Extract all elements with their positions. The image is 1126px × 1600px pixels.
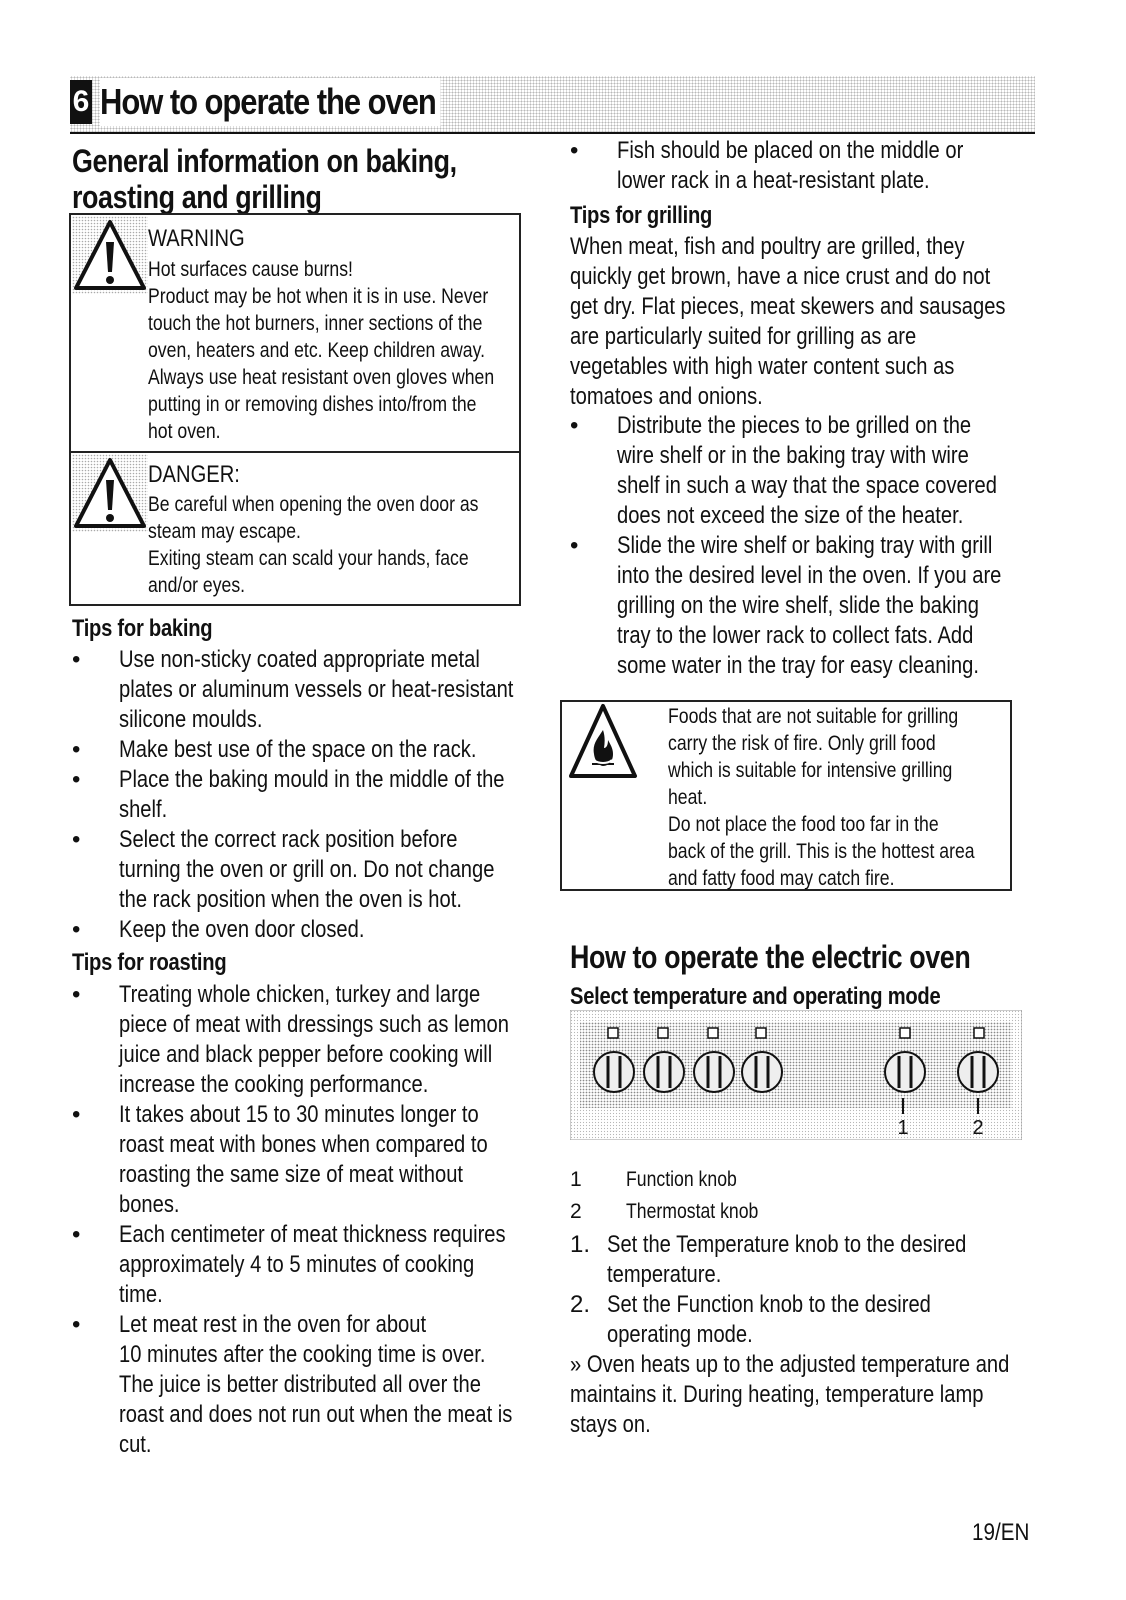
tips-roasting-title: Tips for roasting: [72, 949, 227, 976]
roasting-line: The juice is better distributed all over the: [119, 1371, 481, 1398]
box-divider: [70, 451, 520, 453]
grilling-line: wire shelf or in the baking tray with wire: [617, 442, 969, 469]
fire-line: which is suitable for intensive grilling: [668, 759, 953, 782]
grilling-line: Slide the wire shelf or baking tray with grill: [617, 532, 993, 559]
legend-text-thermostat: Thermostat knob: [626, 1200, 759, 1223]
result-line: » Oven heats up to the adjusted temperature and: [570, 1351, 1010, 1378]
bullet: •: [570, 412, 579, 439]
fire-line: back of the grill. This is the hottest area: [668, 840, 975, 863]
grilling-line: does not exceed the size of the heater.: [617, 502, 964, 529]
tips-grilling-title: Tips for grilling: [570, 202, 713, 229]
warning-triangle-icon: [72, 216, 148, 294]
bullet: •: [72, 736, 81, 763]
roasting-line: Let meat rest in the oven for about: [119, 1311, 427, 1338]
page-number: 19/EN: [972, 1519, 1030, 1546]
grilling-para-line: vegetables with high water content such as: [570, 353, 955, 380]
danger-triangle-icon: [72, 454, 148, 532]
fire-line: Do not place the food too far in the: [668, 813, 939, 836]
bullet: •: [72, 766, 81, 793]
baking-line: Make best use of the space on the rack.: [119, 736, 477, 763]
bullet: •: [72, 646, 81, 673]
fire-line: carry the risk of fire. Only grill food: [668, 732, 936, 755]
baking-line: shelf.: [119, 796, 168, 823]
grilling-line: into the desired level in the oven. If you are: [617, 562, 1002, 589]
roasting-line: time.: [119, 1281, 163, 1308]
step-num: 1.: [570, 1231, 591, 1258]
baking-line: plates or aluminum vessels or heat-resistant: [119, 676, 514, 703]
roasting-line: juice and black pepper before cooking will: [119, 1041, 493, 1068]
knob-label-2: 2: [972, 1117, 984, 1139]
warning-line: putting in or removing dishes into/from the: [148, 393, 477, 416]
general-heading-line2: roasting and grilling: [72, 179, 322, 215]
grilling-line: grilling on the wire shelf, slide the baking: [617, 592, 979, 619]
step-line: Set the Function knob to the desired: [607, 1291, 931, 1318]
electric-oven-heading: How to operate the electric oven: [570, 939, 971, 975]
warning-line: Always use heat resistant oven gloves when: [148, 366, 495, 389]
roasting-line: Each centimeter of meat thickness requires: [119, 1221, 506, 1248]
bullet: •: [72, 826, 81, 853]
legend-text-function: Function knob: [626, 1168, 737, 1191]
knob-label-1: 1: [897, 1117, 909, 1139]
step-line: temperature.: [607, 1261, 722, 1288]
warning-line: hot oven.: [148, 420, 221, 443]
warning-line: Product may be hot when it is in use. Never: [148, 285, 489, 308]
step-line: operating mode.: [607, 1321, 753, 1348]
roasting-line: 10 minutes after the cooking time is over.: [119, 1341, 486, 1368]
bullet: •: [72, 916, 81, 943]
roasting-line: approximately 4 to 5 minutes of cooking: [119, 1251, 475, 1278]
section-number: 6: [70, 80, 92, 124]
fire-hazard-icon: [568, 702, 638, 782]
fish-line: lower rack in a heat-resistant plate.: [617, 167, 930, 194]
roasting-line: Treating whole chicken, turkey and large: [119, 981, 481, 1008]
baking-line: silicone moulds.: [119, 706, 263, 733]
fire-line: and fatty food may catch fire.: [668, 867, 895, 890]
result-line: maintains it. During heating, temperature lamp: [570, 1381, 984, 1408]
roasting-line: roasting the same size of meat without: [119, 1161, 464, 1188]
danger-line: Be careful when opening the oven door as: [148, 493, 479, 516]
roasting-line: increase the cooking performance.: [119, 1071, 429, 1098]
danger-line: Exiting steam can scald your hands, face: [148, 547, 469, 570]
baking-line: Keep the oven door closed.: [119, 916, 365, 943]
fire-line: heat.: [668, 786, 708, 809]
warning-line: touch the hot burners, inner sections of the: [148, 312, 483, 335]
bullet: •: [72, 981, 81, 1008]
baking-line: Use non-sticky coated appropriate metal: [119, 646, 480, 673]
grilling-para-line: quickly get brown, have a nice crust and do not: [570, 263, 991, 290]
legend-num: 2: [570, 1200, 582, 1223]
roasting-line: piece of meat with dressings such as lemon: [119, 1011, 509, 1038]
step-line: Set the Temperature knob to the desired: [607, 1231, 967, 1258]
roasting-line: roast meat with bones when compared to: [119, 1131, 488, 1158]
section-title: How to operate the oven: [100, 78, 441, 126]
baking-line: Place the baking mould in the middle of the: [119, 766, 505, 793]
grilling-line: shelf in such a way that the space covered: [617, 472, 997, 499]
result-line: stays on.: [570, 1411, 651, 1438]
roasting-line: roast and does not run out when the meat is: [119, 1401, 513, 1428]
bullet: •: [570, 532, 579, 559]
fish-line: Fish should be placed on the middle or: [617, 137, 964, 164]
danger-line: steam may escape.: [148, 520, 301, 543]
grilling-para-line: When meat, fish and poultry are grilled, they: [570, 233, 965, 260]
roasting-line: bones.: [119, 1191, 180, 1218]
tips-baking-title: Tips for baking: [72, 615, 213, 642]
grilling-line: some water in the tray for easy cleaning.: [617, 652, 979, 679]
fire-line: Foods that are not suitable for grilling: [668, 705, 959, 728]
bullet: •: [570, 137, 579, 164]
legend-num: 1: [570, 1168, 582, 1191]
grilling-para-line: tomatoes and onions.: [570, 383, 763, 410]
roasting-line: It takes about 15 to 30 minutes longer to: [119, 1101, 479, 1128]
danger-line: and/or eyes.: [148, 574, 246, 597]
bullet: •: [72, 1221, 81, 1248]
select-temperature-heading: Select temperature and operating mode: [570, 983, 941, 1010]
grilling-para-line: get dry. Flat pieces, meat skewers and sausages: [570, 293, 1006, 320]
grilling-para-line: are particularly suited for grilling as are: [570, 323, 917, 350]
warning-title: WARNING: [148, 225, 245, 252]
baking-line: Select the correct rack position before: [119, 826, 458, 853]
baking-line: turning the oven or grill on. Do not change: [119, 856, 495, 883]
roasting-line: cut.: [119, 1431, 152, 1458]
warning-line: oven, heaters and etc. Keep children away.: [148, 339, 486, 362]
baking-line: the rack position when the oven is hot.: [119, 886, 462, 913]
step-num: 2.: [570, 1291, 591, 1318]
general-heading-line1: General information on baking,: [72, 143, 457, 179]
bullet: •: [72, 1311, 81, 1338]
control-panel-illustration: [570, 1010, 1022, 1140]
section-header: [70, 76, 1035, 134]
warning-line: Hot surfaces cause burns!: [148, 258, 353, 281]
grilling-line: tray to the lower rack to collect fats. Add: [617, 622, 974, 649]
grilling-line: Distribute the pieces to be grilled on the: [617, 412, 972, 439]
danger-title: DANGER:: [148, 461, 240, 488]
bullet: •: [72, 1101, 81, 1128]
